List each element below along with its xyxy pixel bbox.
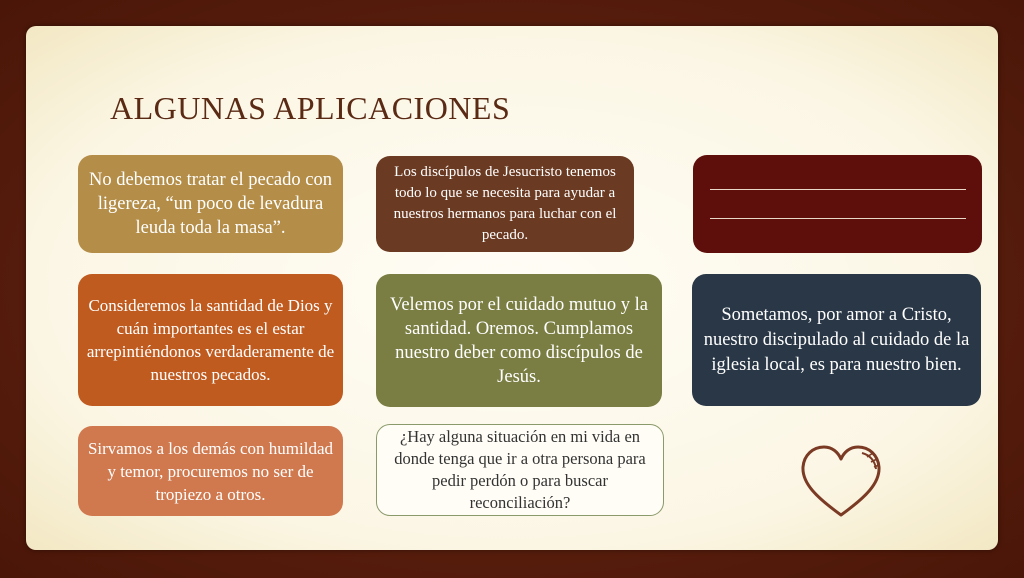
question-box: ¿Hay alguna situación en mi vida en donde tenga que ir a otra persona para pedir perdón o para buscar reconciliación? [376,424,664,516]
application-box-7: Sirvamos a los demás con humildad y temor, procuremos no ser de tropiezo a otros. [78,426,343,516]
application-box-2: Los discípulos de Jesucristo tenemos todo lo que se necesita para ayudar a nuestros hermanos para luchar con el pecado. [376,156,634,252]
application-box-5: Velemos por el cuidado mutuo y la santidad. Oremos. Cumplamos nuestro deber como discípulos de Jesús. [376,274,662,407]
blank-line-1 [710,189,966,190]
application-box-4: Consideremos la santidad de Dios y cuán importantes es el estar arrepintiéndonos verdaderamente de nuestros pecados. [78,274,343,406]
blank-line-2 [710,218,966,219]
heart-icon [796,441,886,521]
application-box-6: Sometamos, por amor a Cristo, nuestro discipulado al cuidado de la iglesia local, es para nuestro bien. [692,274,981,406]
application-box-blank [693,155,982,253]
application-box-1: No debemos tratar el pecado con ligereza, “un poco de levadura leuda toda la masa”. [78,155,343,253]
slide [26,26,998,550]
slide-title: ALGUNAS APLICACIONES [110,90,511,126]
